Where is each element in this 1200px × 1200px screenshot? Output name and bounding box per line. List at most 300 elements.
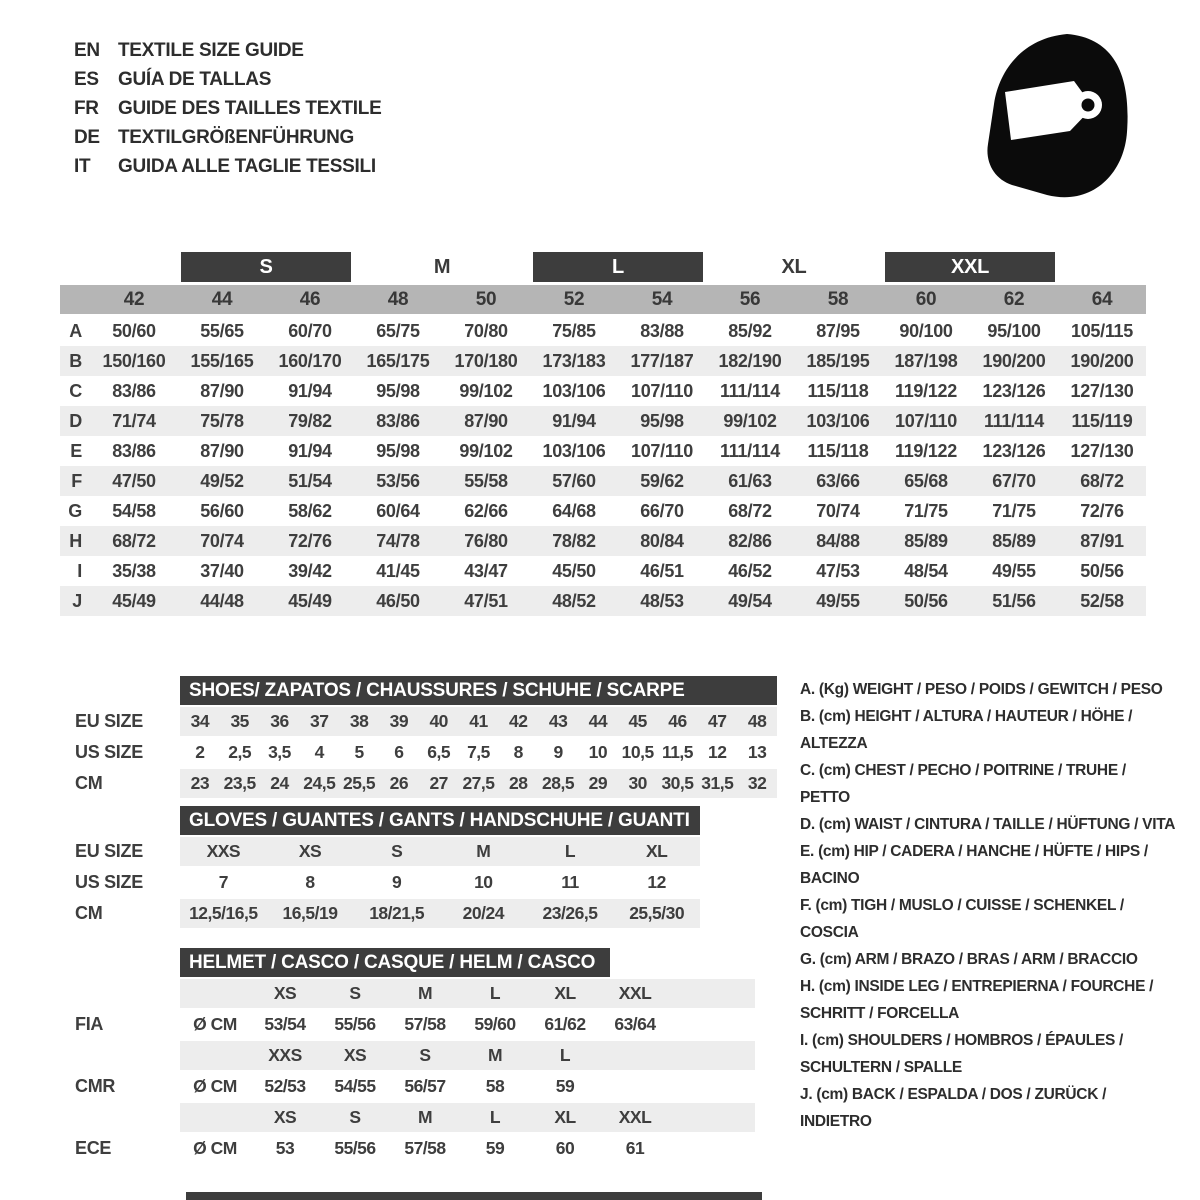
size-value: 95/98	[376, 440, 420, 461]
language-title: TEXTILE SIZE GUIDE	[118, 40, 304, 61]
row-letter: C	[69, 380, 82, 401]
size-value: 38	[339, 707, 379, 736]
size-value: 13	[747, 742, 767, 762]
legend-unit: (cm)	[818, 762, 855, 779]
helmet-size-label: XXS	[250, 1041, 320, 1070]
helmet-size-value: 59/60	[474, 1014, 516, 1034]
size-value: 85/92	[728, 320, 772, 341]
size-value: 79/82	[288, 410, 332, 431]
size-value: 190/200	[982, 350, 1046, 371]
size-value: 74/78	[376, 530, 420, 551]
spacer	[180, 1041, 250, 1070]
size-value: 111/114	[720, 440, 780, 461]
helmet-size-label: XS	[250, 979, 320, 1008]
size-value: 28	[498, 769, 538, 798]
unit-label: Ø CM	[193, 1138, 237, 1158]
size-value: 182/190	[718, 350, 782, 371]
size-value: 160/170	[278, 350, 342, 371]
size-value: 10	[474, 872, 493, 892]
row-letter: E	[70, 440, 82, 461]
helmet-size-value: 63/64	[614, 1014, 656, 1034]
legend-unit: (cm)	[818, 708, 855, 725]
spacer	[66, 1103, 180, 1132]
size-value: 60/64	[376, 500, 420, 521]
size-value: 165/175	[366, 350, 430, 371]
size-value: 50/56	[1080, 560, 1124, 581]
filler	[670, 1010, 755, 1039]
row-label: CM	[75, 773, 103, 793]
legend-key: G.	[800, 951, 820, 968]
unit-label: Ø CM	[193, 1014, 237, 1034]
size-value: 75/78	[200, 410, 244, 431]
size-value: 58/62	[288, 500, 332, 521]
size-value: 99/102	[459, 380, 513, 401]
size-value: S	[353, 837, 440, 866]
filler	[670, 1103, 755, 1132]
language-row	[74, 65, 381, 94]
section-title: HELMET / CASCO / CASQUE / HELM / CASCO	[180, 948, 610, 977]
size-value: 45	[618, 707, 658, 736]
spacer	[66, 1041, 180, 1070]
numeric-size: 58	[827, 288, 849, 310]
language-title: GUÍA DE TALLAS	[118, 69, 272, 90]
shoes-size-table	[66, 676, 777, 798]
numeric-size: 46	[299, 288, 321, 310]
size-value: 70/74	[816, 500, 860, 521]
size-value: 170/180	[454, 350, 518, 371]
size-value: 45/50	[552, 560, 596, 581]
row-letter: D	[69, 410, 82, 431]
size-value: 51/54	[288, 470, 332, 491]
size-value: 62/66	[464, 500, 508, 521]
helmet-size-value: 59	[485, 1138, 505, 1158]
letter-size-s: S	[181, 252, 351, 282]
size-value: 75/85	[552, 320, 596, 341]
spacer	[60, 285, 90, 314]
size-value: 44/48	[200, 590, 244, 611]
helmet-size-value: 58	[485, 1076, 505, 1096]
size-value: 65/68	[904, 470, 948, 491]
size-value: 67/70	[992, 470, 1036, 491]
size-value: 85/89	[992, 530, 1036, 551]
numeric-size: 56	[739, 288, 761, 310]
legend-text: TIGH / MUSLO / CUISSE / SCHENKEL / COSCIA	[800, 897, 1124, 941]
size-value: XS	[267, 837, 354, 866]
size-value: 40	[419, 707, 459, 736]
size-value: 65/75	[376, 320, 420, 341]
size-value: M	[440, 837, 527, 866]
size-value: 16,5/19	[267, 899, 354, 928]
size-table-row	[60, 466, 1146, 496]
size-value: 87/91	[1080, 530, 1124, 551]
size-value: 3,5	[268, 742, 291, 762]
row-label: EU SIZE	[75, 841, 143, 861]
size-table-row	[60, 436, 1146, 466]
row-label: US SIZE	[75, 872, 143, 892]
size-table-row	[60, 496, 1146, 526]
size-value: 35	[220, 707, 260, 736]
size-value: 34	[180, 707, 220, 736]
size-value: 115/118	[807, 440, 869, 461]
size-value: 70/80	[464, 320, 508, 341]
size-value: 99/102	[723, 410, 777, 431]
size-value: 55/65	[200, 320, 244, 341]
legend-key: A.	[800, 681, 819, 698]
size-value: 49/55	[816, 590, 860, 611]
numeric-size: 64	[1091, 288, 1113, 310]
filler	[670, 1134, 755, 1163]
visor-pivot-inner	[1082, 99, 1095, 112]
size-value: 12	[647, 872, 666, 892]
size-value: 85/89	[904, 530, 948, 551]
legend-item	[800, 676, 1176, 703]
size-value: 56/60	[200, 500, 244, 521]
row-letter: H	[69, 530, 82, 551]
helmet-size-label: S	[320, 979, 390, 1008]
helmet-size-label: M	[390, 979, 460, 1008]
legend-item	[800, 1081, 1176, 1135]
helmet-size-value: 55/56	[334, 1014, 376, 1034]
language-code: EN	[74, 40, 100, 61]
helmet-size-label	[600, 1041, 670, 1070]
size-value: 82/86	[728, 530, 772, 551]
size-value: 43	[538, 707, 578, 736]
size-value: 10,5	[621, 742, 654, 762]
helmet-size-value	[600, 1072, 670, 1101]
size-value: 61/63	[728, 470, 772, 491]
size-value: 11	[561, 872, 579, 892]
size-value: 90/100	[899, 320, 953, 341]
size-value: 7	[218, 872, 228, 892]
size-value: 8	[305, 872, 315, 892]
measurement-legend	[800, 676, 1176, 1135]
language-row	[74, 36, 381, 65]
helmet-size-value: 57/58	[404, 1138, 446, 1158]
language-title: GUIDE DES TAILLES TEXTILE	[118, 98, 382, 119]
size-value: 46/51	[640, 560, 684, 581]
size-table-row	[60, 556, 1146, 586]
size-value: 123/126	[982, 440, 1046, 461]
size-value: 46/52	[728, 560, 772, 581]
helmet-size-value: 61	[625, 1138, 645, 1158]
size-value: 63/66	[816, 470, 860, 491]
size-value: 95/98	[376, 380, 420, 401]
legend-key: J.	[800, 1086, 817, 1103]
size-value: 87/90	[200, 440, 244, 461]
size-value: 42	[498, 707, 538, 736]
language-code: FR	[74, 98, 99, 119]
size-value: 95/100	[987, 320, 1041, 341]
legend-unit: (cm)	[816, 1086, 852, 1103]
size-value: 72/76	[1080, 500, 1124, 521]
numeric-size: 60	[915, 288, 937, 310]
size-value: 39/42	[288, 560, 332, 581]
size-value: 37	[299, 707, 339, 736]
size-table-row	[60, 376, 1146, 406]
size-value: 6	[394, 742, 404, 762]
section-title-wrap	[180, 948, 755, 977]
size-value: 177/187	[630, 350, 694, 371]
letter-size-xl: XL	[781, 255, 807, 278]
helmet-size-label: L	[530, 1041, 600, 1070]
size-value: 66/70	[640, 500, 684, 521]
size-value: 39	[379, 707, 419, 736]
size-value: 103/106	[806, 410, 870, 431]
size-value: 31,5	[697, 769, 737, 798]
size-value: 52/58	[1080, 590, 1124, 611]
legend-unit: (cm)	[812, 1032, 848, 1049]
size-value: 45/49	[288, 590, 332, 611]
legend-key: H.	[800, 978, 819, 995]
legend-unit: (cm)	[819, 951, 855, 968]
language-row	[74, 152, 381, 181]
size-value: 107/110	[631, 380, 693, 401]
size-value: 119/122	[895, 380, 957, 401]
size-value: 53/56	[376, 470, 420, 491]
size-value: 49/52	[200, 470, 244, 491]
language-title: TEXTILGRÖßENFÜHRUNG	[118, 127, 355, 148]
helmet-size-value: 60	[555, 1138, 575, 1158]
language-row	[74, 94, 381, 123]
size-value: 76/80	[464, 530, 508, 551]
unit-label: Ø CM	[193, 1076, 237, 1096]
size-value: 27	[419, 769, 459, 798]
size-value: 11,5	[661, 742, 694, 762]
size-value: 7,5	[467, 742, 490, 762]
letter-size-m: M	[433, 255, 451, 278]
legend-text: WAIST / CINTURA / TAILLE / HÜFTUNG / VITA	[854, 816, 1176, 833]
helmet-size-label: S	[390, 1041, 460, 1070]
size-value: 72/76	[288, 530, 332, 551]
size-value: 111/114	[984, 410, 1044, 431]
size-table-row	[60, 406, 1146, 436]
numeric-size: 44	[211, 288, 233, 310]
size-value: 185/195	[806, 350, 870, 371]
size-value: 173/183	[542, 350, 606, 371]
size-value: 105/115	[1071, 320, 1133, 341]
size-value: 107/110	[895, 410, 957, 431]
row-letter: F	[71, 470, 82, 491]
helmet-size-value: 53/54	[264, 1014, 306, 1034]
letter-size-xxl: XXL	[885, 252, 1055, 282]
size-value: 30,5	[658, 769, 698, 798]
size-value: 23/26,5	[527, 899, 614, 928]
spacer	[180, 1103, 250, 1132]
size-value: 46	[658, 707, 698, 736]
legend-text: SHOULDERS / HOMBROS / ÉPAULES / SCHULTERN / SPALLE	[800, 1032, 1124, 1076]
helmet-size-value: 56/57	[404, 1076, 446, 1096]
letter-size-header-row	[60, 252, 1146, 282]
size-table-row	[60, 316, 1146, 346]
legend-text: INSIDE LEG / ENTREPIERNA / FOURCHE / SCHRITT / FORCELLA	[800, 978, 1154, 1022]
size-value: 50/60	[112, 320, 156, 341]
size-value: 91/94	[288, 380, 332, 401]
legend-item	[800, 811, 1176, 838]
helmet-size-label: S	[320, 1103, 390, 1132]
size-value: 103/106	[542, 440, 606, 461]
size-value: XXS	[180, 837, 267, 866]
size-value: 20/24	[440, 899, 527, 928]
size-value: 4	[314, 742, 324, 762]
legend-text: ARM / BRAZO / BRAS / ARM / BRACCIO	[854, 951, 1138, 968]
numeric-size-row	[60, 285, 1146, 314]
numeric-size: 48	[387, 288, 409, 310]
size-value: 2	[195, 742, 205, 762]
numeric-size: 52	[563, 288, 585, 310]
size-value: 59/62	[640, 470, 684, 491]
numeric-size: 62	[1003, 288, 1025, 310]
numeric-size: 50	[475, 288, 497, 310]
legend-item	[800, 838, 1176, 892]
size-value: 24,5	[299, 769, 339, 798]
helmet-size-label: XXL	[600, 979, 670, 1008]
size-value: 83/86	[112, 380, 156, 401]
legend-item	[800, 703, 1176, 757]
size-value: 127/130	[1070, 380, 1134, 401]
language-code: DE	[74, 127, 100, 148]
size-value: 71/74	[112, 410, 156, 431]
size-value: 115/119	[1071, 410, 1133, 431]
helmet-size-value: 52/53	[264, 1076, 306, 1096]
row-letter: J	[72, 590, 82, 611]
size-value: 35/38	[112, 560, 156, 581]
legend-text: HEIGHT / ALTURA / HAUTEUR / HÖHE / ALTEZZA	[800, 708, 1133, 752]
language-title: GUIDA ALLE TAGLIE TESSILI	[118, 156, 376, 177]
size-value: 29	[578, 769, 618, 798]
helmet-size-label: L	[460, 979, 530, 1008]
size-value: 91/94	[288, 440, 332, 461]
legend-key: E.	[800, 843, 819, 860]
size-value: 83/86	[112, 440, 156, 461]
size-value: 70/74	[200, 530, 244, 551]
size-value: 119/122	[895, 440, 957, 461]
size-value: 47/53	[816, 560, 860, 581]
size-value: 87/90	[200, 380, 244, 401]
helmet-size-value: 59	[555, 1076, 575, 1096]
size-value: 83/86	[376, 410, 420, 431]
size-value: 190/200	[1070, 350, 1134, 371]
spacer	[66, 948, 180, 977]
size-value: 25,5	[339, 769, 379, 798]
helmet-size-value: 61/62	[544, 1014, 586, 1034]
helmet-size-label: XS	[320, 1041, 390, 1070]
legend-unit: (cm)	[818, 978, 855, 995]
legend-item	[800, 757, 1176, 811]
size-value: 26	[379, 769, 419, 798]
filler	[670, 1041, 755, 1070]
size-value: 25,5/30	[613, 899, 700, 928]
legend-item	[800, 973, 1176, 1027]
size-value: 5	[354, 742, 364, 762]
spacer	[66, 979, 180, 1008]
size-value: 45/49	[112, 590, 156, 611]
size-value: 24	[260, 769, 300, 798]
legend-unit: (cm)	[818, 843, 854, 860]
size-value: 155/165	[190, 350, 254, 371]
standard-label: FIA	[75, 1014, 104, 1034]
size-value: 150/160	[102, 350, 166, 371]
size-value: 48	[737, 707, 777, 736]
helmet-size-value: 57/58	[404, 1014, 446, 1034]
row-label: CM	[75, 903, 103, 923]
size-value: 43/47	[464, 560, 508, 581]
size-value: 68/72	[1080, 470, 1124, 491]
size-value: 44	[578, 707, 618, 736]
size-value: 107/110	[631, 440, 693, 461]
size-value: 47	[697, 707, 737, 736]
legend-text: WEIGHT / PESO / POIDS / GEWITCH / PESO	[852, 681, 1163, 698]
legend-text: HIP / CADERA / HANCHE / HÜFTE / HIPS / BACINO	[800, 843, 1148, 887]
size-value: 23,5	[220, 769, 260, 798]
spacer	[66, 806, 180, 835]
row-label: US SIZE	[75, 742, 143, 762]
size-value: 41/45	[376, 560, 420, 581]
legend-key: B.	[800, 708, 819, 725]
size-value: 10	[588, 742, 608, 762]
size-value: 48/54	[904, 560, 948, 581]
size-value: 51/56	[992, 590, 1036, 611]
size-value: 49/55	[992, 560, 1036, 581]
section-title: GLOVES / GUANTES / GANTS / HANDSCHUHE / GUANTI	[180, 806, 700, 835]
legend-key: I.	[800, 1032, 813, 1049]
numeric-size: 54	[651, 288, 673, 310]
helmet-size-table	[66, 948, 755, 1163]
row-letter: G	[68, 500, 82, 521]
size-value: 48/52	[552, 590, 596, 611]
size-value: 78/82	[552, 530, 596, 551]
language-code: ES	[74, 69, 99, 90]
size-value: 99/102	[459, 440, 513, 461]
size-value: 48/53	[640, 590, 684, 611]
filler	[670, 1072, 755, 1101]
size-value: 60/70	[288, 320, 332, 341]
helmet-icon	[975, 28, 1135, 198]
size-value: 9	[392, 872, 402, 892]
standard-label: ECE	[75, 1138, 112, 1158]
size-value: 12,5/16,5	[180, 899, 267, 928]
helmet-size-label: XL	[530, 1103, 600, 1132]
size-value: 37/40	[200, 560, 244, 581]
spacer	[180, 979, 250, 1008]
size-value: 47/50	[112, 470, 156, 491]
size-value: 84/88	[816, 530, 860, 551]
section-title: SHOES/ ZAPATOS / CHAUSSURES / SCHUHE / SCARPE	[180, 676, 777, 705]
size-value: 123/126	[982, 380, 1046, 401]
row-letter: B	[69, 350, 82, 371]
size-value: 8	[513, 742, 523, 762]
size-value: 103/106	[542, 380, 606, 401]
size-value: 91/94	[552, 410, 596, 431]
size-value: 54/58	[112, 500, 156, 521]
size-value: 71/75	[904, 500, 948, 521]
language-title-list	[74, 36, 381, 181]
size-value: 46/50	[376, 590, 420, 611]
legend-unit: (cm)	[818, 816, 855, 833]
size-value: 55/58	[464, 470, 508, 491]
cropped-section-bar	[186, 1192, 762, 1200]
size-value: 47/51	[464, 590, 508, 611]
gloves-size-table	[66, 806, 700, 928]
legend-item	[800, 946, 1176, 973]
size-value: 2,5	[228, 742, 252, 762]
size-value: 28,5	[538, 769, 578, 798]
helmet-size-label: L	[460, 1103, 530, 1132]
language-code: IT	[74, 156, 91, 177]
row-letter: A	[69, 320, 82, 341]
legend-key: F.	[800, 897, 816, 914]
legend-text: BACK / ESPALDA / DOS / ZURÜCK / INDIETRO	[800, 1086, 1107, 1130]
size-value: 111/114	[720, 380, 780, 401]
